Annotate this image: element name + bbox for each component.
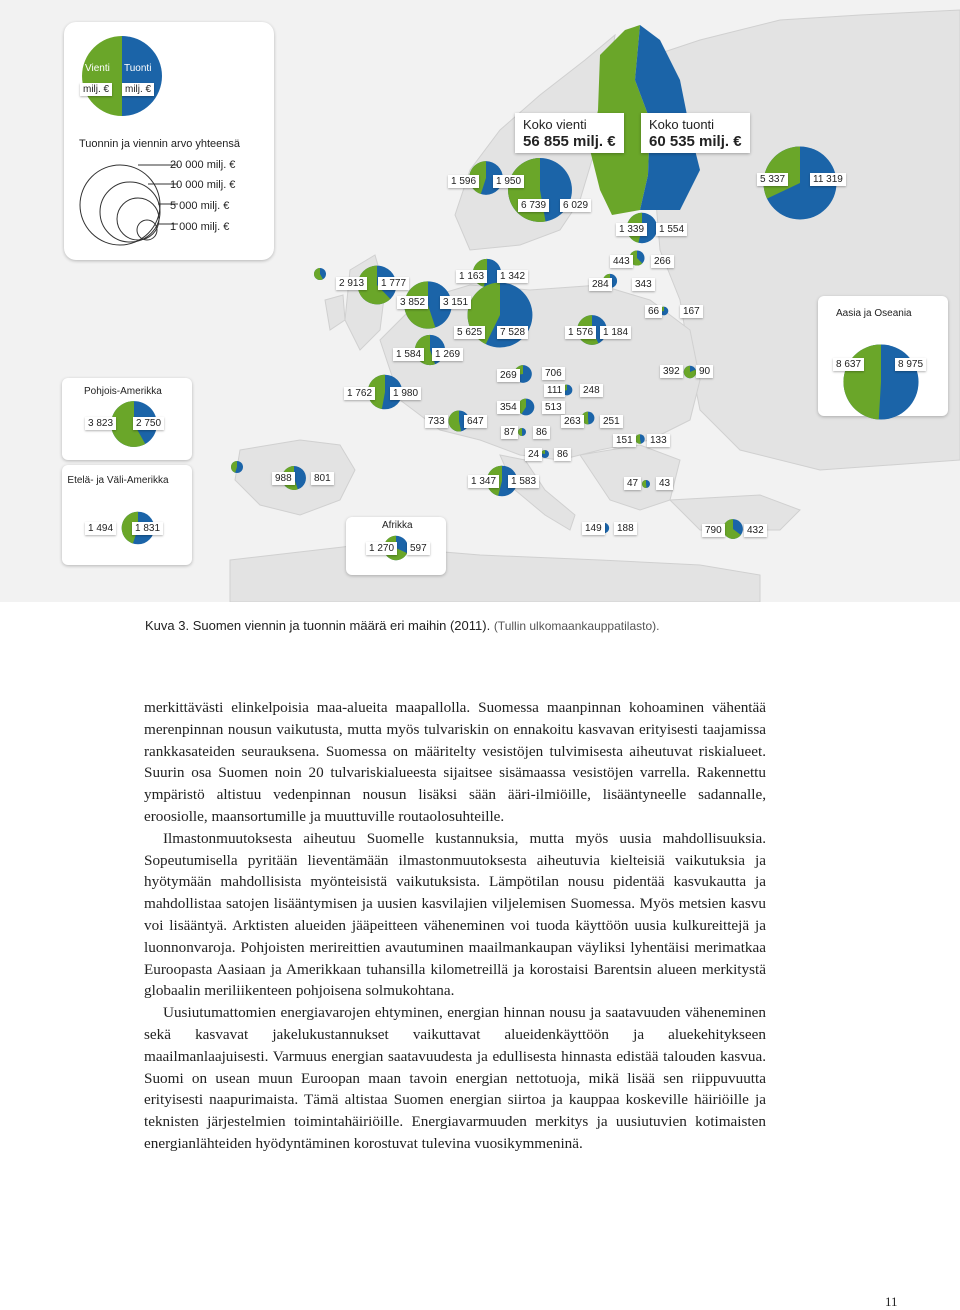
value-label-export-pohjois-amerikka: 3 823 <box>85 417 116 430</box>
value-label-import-belgia: 1 269 <box>432 348 463 361</box>
asia-oceania-label: Aasia ja Oseania <box>836 308 912 319</box>
value-label-export-turkki: 149 <box>582 522 605 535</box>
total-import-value: 60 535 milj. € <box>649 133 742 150</box>
value-label-import-irlanti: 1 980 <box>390 387 421 400</box>
page-number: 11 <box>885 1294 898 1309</box>
value-label-export-ranska: 733 <box>425 415 448 428</box>
paragraph-2: Ilmastonmuutoksesta aiheutuu Suomelle kustannuksia, mutta myös uusia mahdollisuuksia. Sopeutumisella pyritään lieventämään ilmastonmuutoksesta aiheutuvia kielteisiä vaikutuksia ja hyötymään mahdollisista myönteisistä vaikutuksista. Lämpötilan nousu pidentää kasvukautta ja mahdollistaa satojen lisääntymisen ja uusien kasvilajien viljelemisen Suomessa. Myös metsien kasvu voi lisääntyä. Arktisten alueiden jääpeitteen väheneminen voi tuoda käyttöön uusia kulkureittejä ja luonnonvaroja. Pohjoisten merireittien avautuminen maailmankaupan väyliksi lyhentäisi merimatkaa Euroopasta Aasiaan ja Amerikkaan tuhansilla kilometreillä ja korostaisi Barentsin alueen merkitystä globaalin meriliikenteen pohjoisena solmukohtana. <box>144 829 766 1000</box>
value-label-import-espanja: 801 <box>311 472 334 485</box>
value-label-import-afrikka: 597 <box>407 542 430 555</box>
caption-main: Kuva 3. Suomen viennin ja tuonnin määrä eri maihin (2011). <box>145 618 491 633</box>
value-label-export-tanska: 1 163 <box>456 270 487 283</box>
total-export-value: 56 855 milj. € <box>523 133 616 150</box>
total-import-label: Koko tuonti <box>649 117 715 132</box>
value-label-export-liettua: 284 <box>589 278 612 291</box>
value-label-export-valkovenaja: 66 <box>645 305 662 318</box>
africa-label: Afrikka <box>382 520 413 531</box>
pie-romania <box>635 434 645 444</box>
value-label-import-liettua: 343 <box>632 278 655 291</box>
value-label-import-saksa: 7 528 <box>497 326 528 339</box>
legend-export-label: Vienti <box>85 63 110 74</box>
value-label-import-romania: 133 <box>647 434 670 447</box>
legend-size-3: 5 000 milj. € <box>170 200 230 212</box>
value-label-import-valkovenaja: 167 <box>680 305 703 318</box>
value-label-export-afrikka: 1 270 <box>366 542 397 555</box>
legend-import-unit: milj. € <box>122 83 154 96</box>
value-label-import-sveitsi: 86 <box>533 426 550 439</box>
value-label-import-iso-britannia: 1 777 <box>378 277 409 290</box>
value-label-import-alankomaat: 3 151 <box>440 296 471 309</box>
figure-caption <box>145 618 659 633</box>
value-label-import-unkari: 251 <box>600 415 623 428</box>
legend-size-1: 20 000 milj. € <box>170 159 236 171</box>
value-label-export-latvia: 443 <box>610 255 633 268</box>
value-label-import-puola: 1 184 <box>600 326 631 339</box>
value-label-export-etela-amerikka: 1 494 <box>85 522 116 535</box>
locator-pie-pohjois-amerikka <box>314 268 326 280</box>
value-label-import-itavalta: 513 <box>542 401 565 414</box>
value-label-export-alankomaat: 3 852 <box>397 296 428 309</box>
pie-kreikka <box>642 480 650 488</box>
value-label-export-irlanti: 1 762 <box>344 387 375 400</box>
trade-map <box>0 0 960 602</box>
value-label-import-kreikka: 43 <box>656 477 673 490</box>
value-label-export-ruotsi: 6 739 <box>518 199 549 212</box>
pie-lahi-ita <box>723 519 743 539</box>
value-label-import-viro: 1 554 <box>656 223 687 236</box>
value-label-import-tanska: 1 342 <box>497 270 528 283</box>
legend-export-unit: milj. € <box>80 83 112 96</box>
legend-size-4: 1 000 milj. € <box>170 221 230 233</box>
value-label-import-ranska: 647 <box>464 415 487 428</box>
pie-slice-export-ruotsi <box>508 158 546 222</box>
value-label-export-venaja: 5 337 <box>757 173 788 186</box>
value-label-export-unkari: 263 <box>561 415 584 428</box>
pie-layer <box>0 0 960 602</box>
pie-slovenia <box>541 450 549 458</box>
locator-pie-etela-amerikka <box>231 461 243 473</box>
value-label-import-venaja: 11 319 <box>810 173 846 186</box>
value-label-export-lahi-ita: 790 <box>702 524 725 537</box>
value-label-export-sveitsi: 87 <box>501 426 518 439</box>
legend-import-label: Tuonti <box>124 63 152 74</box>
value-label-import-etela-amerikka: 1 831 <box>132 522 163 535</box>
value-label-export-aasia-oseania: 8 637 <box>833 358 864 371</box>
pie-sveitsi <box>518 428 526 436</box>
latin-america-label: Etelä- ja Väli-Amerikka <box>67 475 169 486</box>
value-label-import-norja: 1 950 <box>493 175 524 188</box>
pie-slice-export-kreikka <box>642 480 647 488</box>
value-label-export-puola: 1 576 <box>565 326 596 339</box>
value-label-export-slovakia: 111 <box>544 384 565 397</box>
value-label-export-italia: 1 347 <box>468 475 499 488</box>
value-label-export-tsekki: 269 <box>497 369 520 382</box>
value-label-export-kreikka: 47 <box>624 477 641 490</box>
caption-source: (Tullin ulkomaankauppatilasto). <box>493 619 660 633</box>
pie-ruotsi <box>508 158 572 222</box>
value-label-export-saksa: 5 625 <box>454 326 485 339</box>
legend-title: Tuonnin ja viennin arvo yhteensä <box>79 138 241 150</box>
value-label-import-tsekki: 706 <box>542 367 565 380</box>
value-label-import-lahi-ita: 432 <box>744 524 767 537</box>
pie-itavalta <box>518 399 535 416</box>
pie-aasia-oseania <box>843 344 918 419</box>
value-label-export-espanja: 988 <box>272 472 295 485</box>
value-label-export-ukraina: 392 <box>660 365 683 378</box>
value-label-import-aasia-oseania: 8 975 <box>895 358 926 371</box>
value-label-export-itavalta: 354 <box>497 401 520 414</box>
value-label-import-latvia: 266 <box>651 255 674 268</box>
value-label-export-norja: 1 596 <box>448 175 479 188</box>
body-text <box>144 697 766 1155</box>
value-label-export-romania: 151 <box>613 434 636 447</box>
value-label-import-ruotsi: 6 029 <box>560 199 591 212</box>
pie-slice-export-sveitsi <box>518 428 522 436</box>
paragraph-1: merkittävästi elinkelpoisia maa-alueita maapallolla. Suomessa maanpinnan kohoaminen vähentää merenpinnan nousun vaikutusta, mutta myös tulvariskin on ennakoitu kasvavan erityisesti taajamissa rankkasateiden seurauksena. Suomessa on määritelty vesistöjen tulvimisesta aiheutuvat riskialueet. Suurin osa Suomen noin 20 tulvariskialueesta sijaitsee sisämaassa vesistöjen varrella. Rakennettu ympäristö altistuu vedenpinnan nousun lisäksi sään ääri-ilmiöille, lisääntyneelle sadannalle, eroosiolle, maansortumille ja muuttuville routaolosuhteille. <box>144 699 766 825</box>
value-label-export-viro: 1 339 <box>616 223 647 236</box>
value-label-import-slovakia: 248 <box>580 384 603 397</box>
value-label-import-ukraina: 90 <box>696 365 713 378</box>
value-label-import-slovenia: 86 <box>554 448 571 461</box>
value-label-import-pohjois-amerikka: 2 750 <box>133 417 164 430</box>
value-label-export-slovenia: 24 <box>525 448 542 461</box>
value-label-export-iso-britannia: 2 913 <box>336 277 367 290</box>
value-label-import-turkki: 188 <box>614 522 637 535</box>
legend-size-2: 10 000 milj. € <box>170 179 236 191</box>
north-america-label: Pohjois-Amerikka <box>84 386 162 397</box>
paragraph-3: Uusiutumattomien energiavarojen ehtyminen, energian hinnan nousu ja saatavuuden väheneminen sekä kasvavat jakelukustannukset vaikuttavat alueidenkäyttöön ja aluekehitykseen maailmanlaajuisesti. Varmuus energian saatavuudesta ja edullisesta hinnasta edistää talouden kasvua. Suomi on usean muun Euroopan maan tavoin energian nettotuoja, mikä lisää sen riippuvuutta erityisesti naapurimaista. Tämä altistaa Suomen energian siirtoa ja kauppaa koskeville häiriöille ja teknisten järjestelmien toimintahäiriöille. Energiavarmuuden merkitys ja uusiutuvien kotimaisten energianlähteiden hyödyntäminen korostuvat tulevina vuosikymmeninä. <box>144 1004 766 1152</box>
pie-slice-export-aasia-oseania <box>843 344 881 419</box>
pie-ukraina <box>684 366 696 378</box>
value-label-import-italia: 1 583 <box>508 475 539 488</box>
total-export-label: Koko vienti <box>523 117 587 132</box>
value-label-export-belgia: 1 584 <box>393 348 424 361</box>
